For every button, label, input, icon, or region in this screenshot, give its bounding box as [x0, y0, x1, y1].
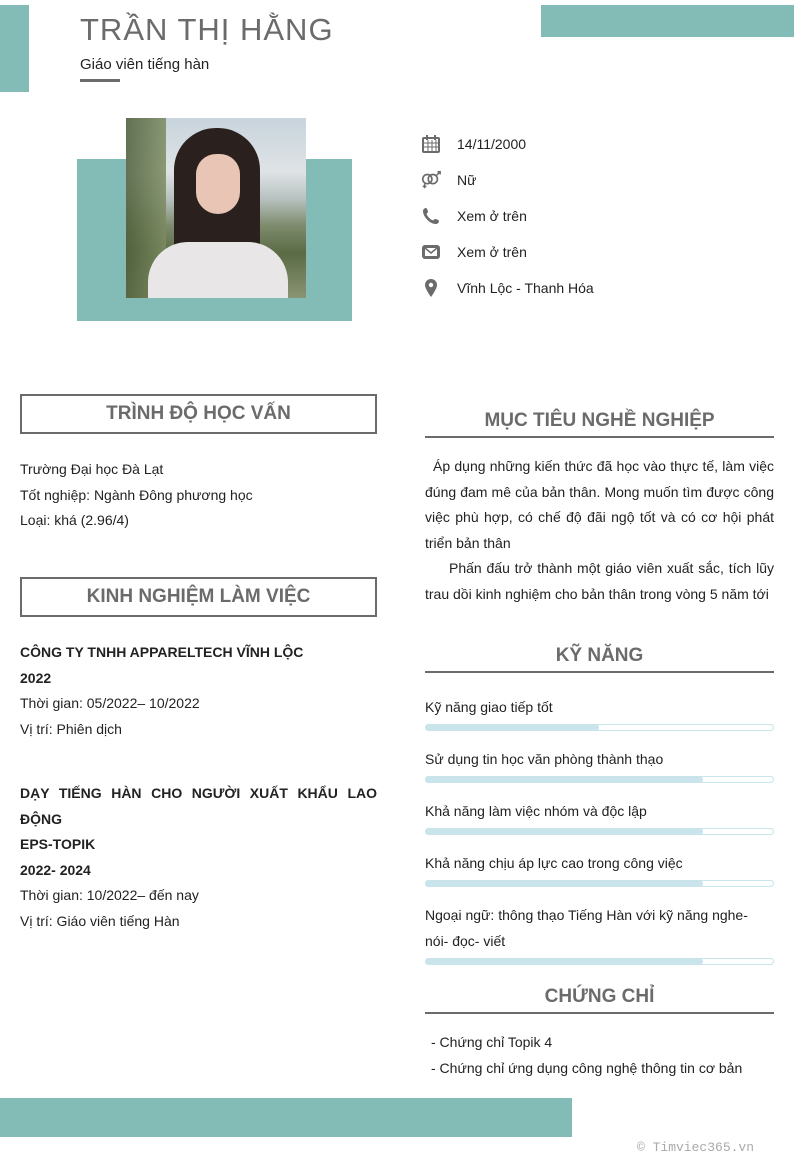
skill-item	[425, 746, 774, 783]
experience-position: Vị trí: Phiên dịch	[20, 720, 122, 737]
education-major: Tốt nghiệp: Ngành Đông phương học	[20, 486, 253, 503]
education-school: Trường Đại học Đà Lạt	[20, 461, 164, 477]
skill-label: Sử dụng tin học văn phòng thành thạo	[425, 751, 664, 767]
skill-item	[425, 798, 774, 835]
calendar-icon	[420, 133, 442, 155]
skill-label: Kỹ năng giao tiếp tốt	[425, 699, 553, 715]
experience-company: CÔNG TY TNHH APPARELTECH VĨNH LỘC	[20, 644, 304, 660]
skill-label: Ngoại ngữ: thông thạo Tiếng Hàn với kỹ năng nghe- nói- đọc- viết	[425, 907, 748, 949]
skill-progress-bar	[425, 776, 774, 783]
experience-item	[20, 640, 377, 742]
objective-paragraph-1: Áp dụng những kiến thức đã học vào thực tế, làm việc đúng đam mê của bản thân. Mong muốn tìm được công việc phù hợp, có chế độ đãi ngộ tốt và có cơ hội phát triển bản thân	[425, 458, 774, 551]
experience-item	[20, 781, 377, 934]
objective-section	[425, 454, 774, 607]
experience-year: 2022- 2024	[20, 861, 91, 878]
info-address: Vĩnh Lộc - Thanh Hóa	[420, 270, 760, 306]
decorative-top-right-bar	[541, 5, 794, 37]
certificate-item: - Chứng chỉ Topik 4	[431, 1034, 553, 1050]
skill-progress-bar	[425, 880, 774, 887]
job-title: Giáo viên tiếng hàn	[80, 56, 210, 73]
skills-heading: KỸ NĂNG	[425, 645, 774, 673]
experience-heading: KINH NGHIỆM LÀM VIỆC	[20, 577, 377, 617]
decorative-bottom-bar	[0, 1098, 572, 1137]
skill-label: Khả năng làm việc nhóm và độc lập	[425, 803, 647, 819]
objective-paragraph-2: Phấn đấu trở thành một giáo viên xuất sắc, tích lũy trau dồi kinh nghiệm cho bản thân trong vòng 5 năm tới	[425, 560, 774, 602]
experience-time: Thời gian: 10/2022– đến nay	[20, 887, 199, 903]
skill-label: Khả năng chịu áp lực cao trong công việc	[425, 855, 683, 871]
skill-progress-bar	[425, 958, 774, 965]
skills-section	[425, 694, 774, 980]
objective-heading: MỤC TIÊU NGHỀ NGHIỆP	[425, 410, 774, 438]
experience-position: Vị trí: Giáo viên tiếng Hàn	[20, 912, 180, 929]
certificates-section	[431, 1030, 774, 1081]
info-email: Xem ở trên	[420, 234, 760, 270]
education-section	[20, 457, 377, 534]
skill-item	[425, 850, 774, 887]
skill-item	[425, 694, 774, 731]
phone-icon	[420, 205, 442, 227]
watermark: © Timviec365.vn	[637, 1140, 755, 1155]
location-icon	[420, 277, 442, 299]
personal-info	[420, 126, 760, 306]
skill-item	[425, 902, 774, 965]
certificate-item: - Chứng chỉ ứng dụng công nghệ thông tin cơ bản	[431, 1059, 743, 1076]
candidate-name: TRẦN THỊ HẰNG	[80, 12, 334, 47]
education-grade: Loại: khá (2.96/4)	[20, 512, 129, 528]
profile-photo	[126, 118, 306, 298]
gender-icon	[420, 169, 442, 191]
experience-year: 2022	[20, 669, 52, 686]
experience-time: Thời gian: 05/2022– 10/2022	[20, 695, 200, 711]
info-birthdate: 14/11/2000	[420, 126, 760, 162]
info-gender: Nữ	[420, 162, 760, 198]
email-icon	[420, 241, 442, 263]
decorative-left-bar	[0, 5, 29, 92]
experience-company: DẠY TIẾNG HÀN CHO NGƯỜI XUẤT KHẨU LAO ĐỘNG	[20, 785, 377, 827]
certificates-heading: CHỨNG CHỈ	[425, 986, 774, 1014]
experience-company-line2: EPS-TOPIK	[20, 836, 96, 852]
info-phone: Xem ở trên	[420, 198, 760, 234]
education-heading: TRÌNH ĐỘ HỌC VẤN	[20, 394, 377, 434]
job-title-underline	[80, 79, 120, 82]
skill-progress-bar	[425, 828, 774, 835]
skill-progress-bar	[425, 724, 774, 731]
